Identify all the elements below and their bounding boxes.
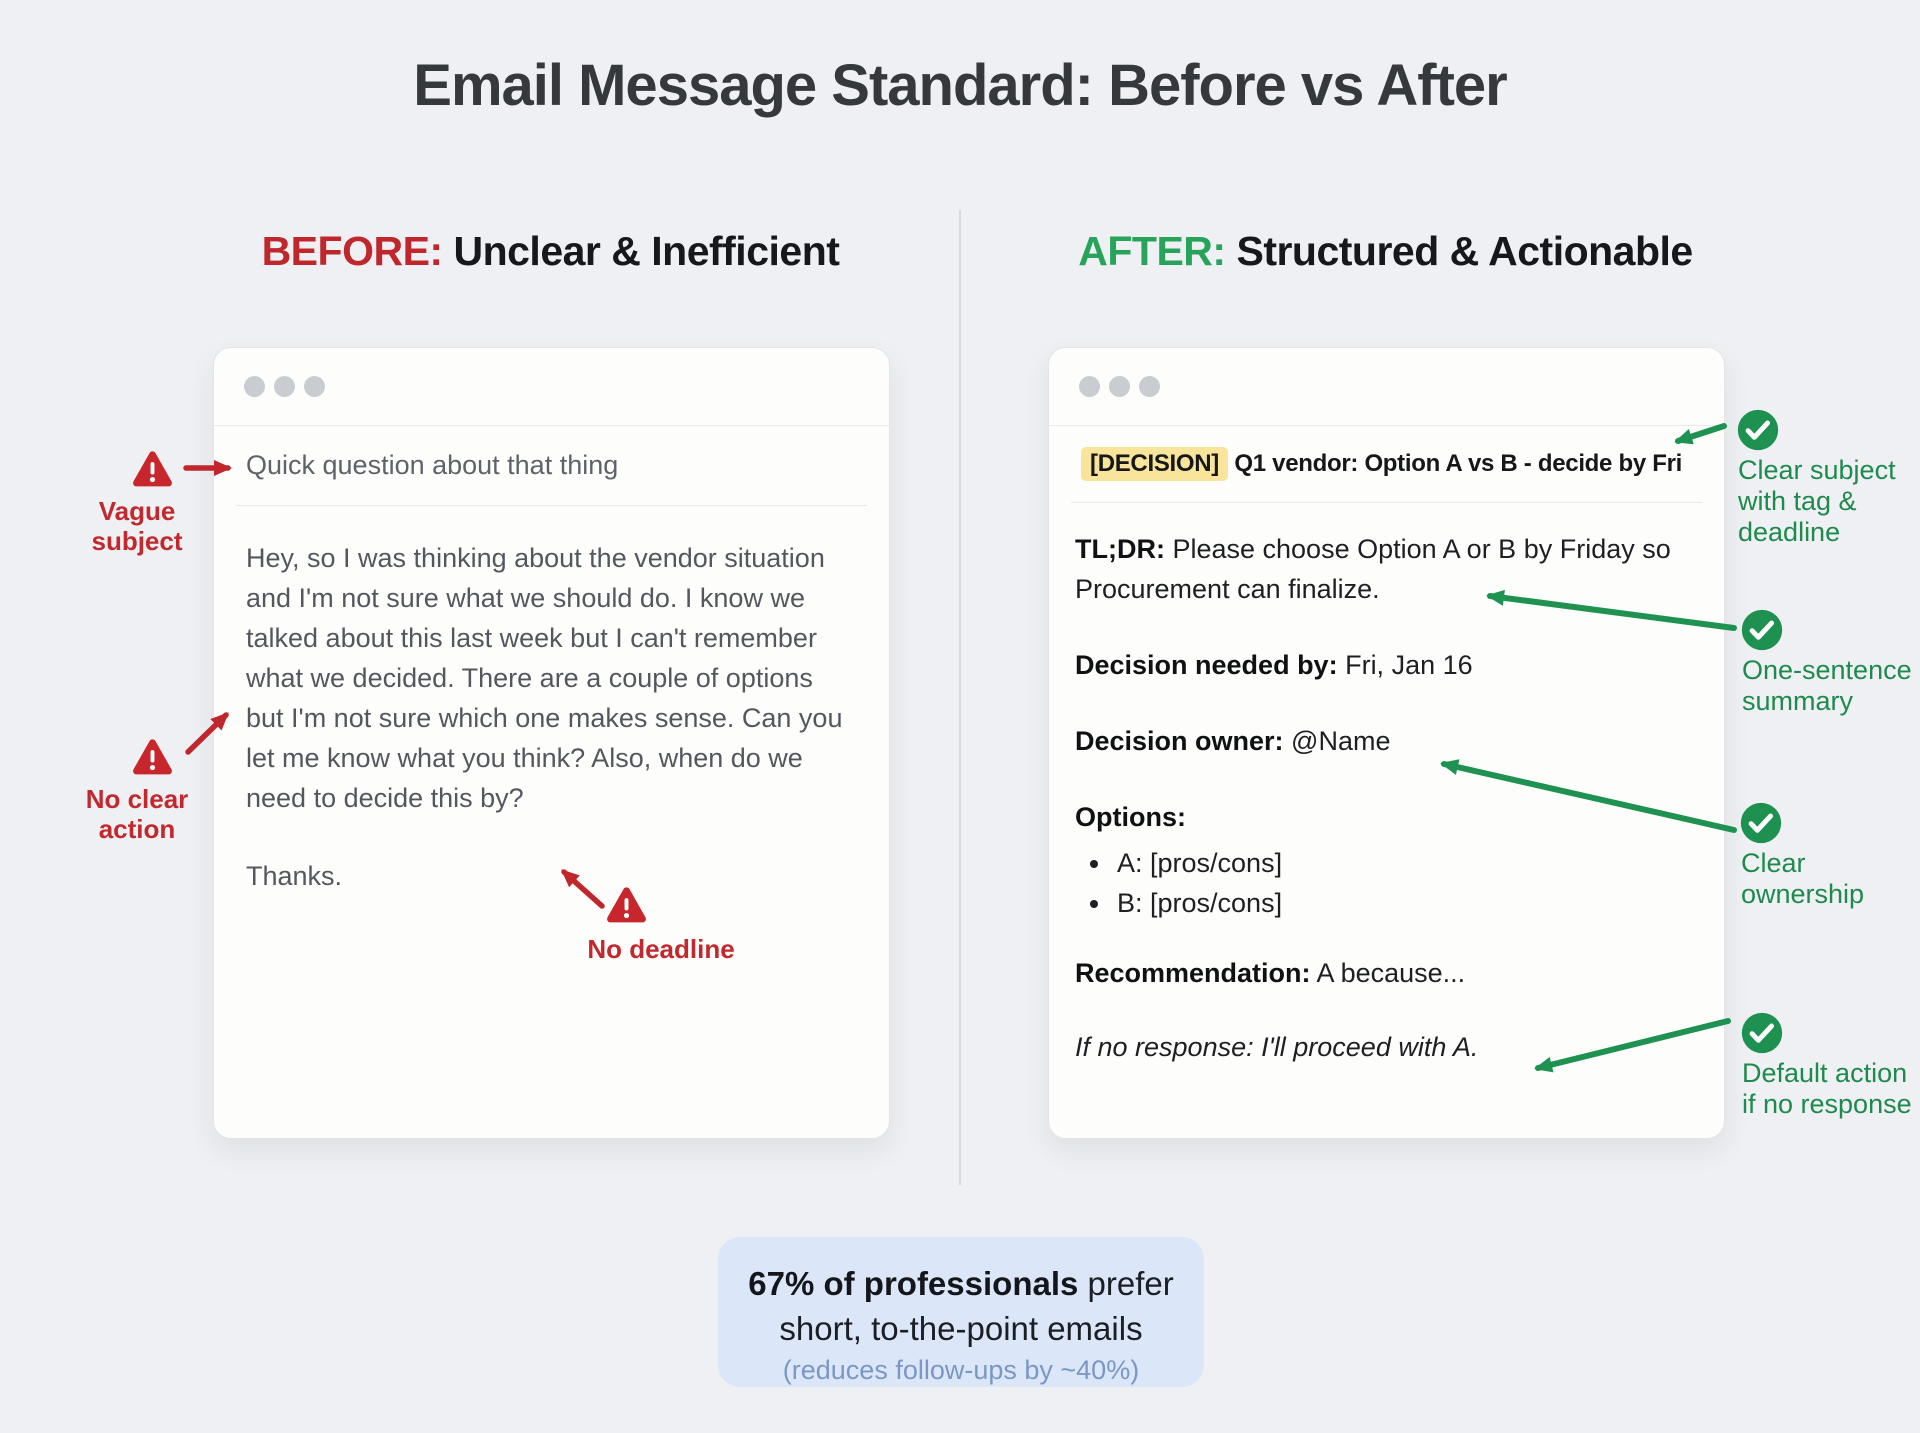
before-heading-tag: BEFORE: bbox=[261, 228, 443, 274]
after-subject-row bbox=[1049, 426, 1724, 502]
warning-icon bbox=[606, 886, 647, 924]
decision-by-label: Decision needed by: bbox=[1075, 650, 1338, 680]
recommendation-label: Recommendation: bbox=[1075, 958, 1311, 988]
before-heading-rest: Unclear & Inefficient bbox=[442, 228, 840, 274]
window-dot-icon bbox=[1139, 376, 1160, 397]
options-label: Options: bbox=[1075, 802, 1186, 832]
after-heading bbox=[1048, 228, 1723, 275]
option-item: • A: [pros/cons] bbox=[1113, 843, 1698, 883]
decision-tag-highlight: [DECISION] bbox=[1081, 447, 1228, 481]
warning-icon bbox=[132, 450, 173, 488]
window-dot-icon bbox=[1109, 376, 1130, 397]
owner-row bbox=[1075, 721, 1698, 761]
stat-line3: (reduces follow-ups by ~40%) bbox=[782, 1355, 1140, 1385]
annotation-vague-subject: Vague subject bbox=[91, 496, 183, 556]
decision-by-row bbox=[1075, 645, 1698, 685]
annotation-no-deadline: No deadline bbox=[587, 934, 735, 964]
annotation-one-sentence-summary: One-sentence summary bbox=[1742, 655, 1912, 716]
check-icon bbox=[1740, 608, 1784, 652]
stat-line1 bbox=[718, 1261, 1204, 1307]
recommendation-row bbox=[1075, 953, 1698, 993]
before-body-text: Hey, so I was thinking about the vendor situation and I'm not sure what we should do. I know we talked about this last week but I can't remember what we decided. There are a couple of options but I'm not sure which one makes sense. Can you let me know what you think? Also, when do we need to decide this by? bbox=[246, 543, 843, 813]
before-subject-row bbox=[214, 426, 889, 505]
after-window-bar bbox=[1049, 348, 1724, 426]
options-list bbox=[1087, 843, 1698, 923]
options-row bbox=[1075, 797, 1698, 923]
window-dot-icon bbox=[244, 376, 265, 397]
check-icon bbox=[1736, 408, 1780, 452]
annotation-default-action: Default action if no response bbox=[1742, 1058, 1912, 1119]
warning-icon bbox=[132, 738, 173, 776]
window-dot-icon bbox=[304, 376, 325, 397]
option-item: • B: [pros/cons] bbox=[1113, 883, 1698, 923]
decision-by-value: Fri, Jan 16 bbox=[1337, 650, 1473, 680]
stat-percentage: 67% of professionals bbox=[748, 1265, 1079, 1302]
stat-line1-rest: prefer bbox=[1078, 1265, 1174, 1302]
before-email-card bbox=[213, 347, 890, 1139]
check-icon bbox=[1739, 801, 1783, 845]
recommendation-value: A because... bbox=[1310, 958, 1466, 988]
after-subject bbox=[1081, 447, 1682, 481]
after-email-body bbox=[1049, 503, 1724, 1067]
stat-box bbox=[718, 1237, 1204, 1387]
after-subject-rest: Q1 vendor: Option A vs B - decide by Fri bbox=[1228, 450, 1683, 477]
column-divider bbox=[959, 210, 961, 1185]
before-subject: Quick question about that thing bbox=[246, 450, 619, 480]
before-signoff: Thanks. bbox=[246, 861, 343, 891]
owner-value: @Name bbox=[1283, 726, 1391, 756]
fallback-row: If no response: I'll proceed with A. bbox=[1075, 1032, 1479, 1062]
before-email-body bbox=[214, 506, 889, 896]
after-heading-tag: AFTER: bbox=[1078, 228, 1226, 274]
annotation-clear-subject: Clear subject with tag & deadline bbox=[1738, 455, 1896, 547]
after-email-card bbox=[1048, 347, 1725, 1139]
before-window-bar bbox=[214, 348, 889, 426]
page-title: Email Message Standard: Before vs After bbox=[413, 53, 1507, 118]
window-dot-icon bbox=[1079, 376, 1100, 397]
after-heading-rest: Structured & Actionable bbox=[1225, 228, 1693, 274]
before-heading bbox=[213, 228, 888, 275]
stat-line2: short, to-the-point emails bbox=[779, 1310, 1143, 1347]
check-icon bbox=[1740, 1011, 1784, 1055]
tldr-row bbox=[1075, 529, 1698, 609]
tldr-text: Please choose Option A or B by Friday so Procurement can finalize. bbox=[1075, 534, 1671, 604]
tldr-label: TL;DR: bbox=[1075, 534, 1165, 564]
annotation-no-clear-action: No clear action bbox=[85, 784, 189, 844]
owner-label: Decision owner: bbox=[1075, 726, 1284, 756]
annotation-clear-ownership: Clear ownership bbox=[1741, 848, 1865, 909]
window-dot-icon bbox=[274, 376, 295, 397]
